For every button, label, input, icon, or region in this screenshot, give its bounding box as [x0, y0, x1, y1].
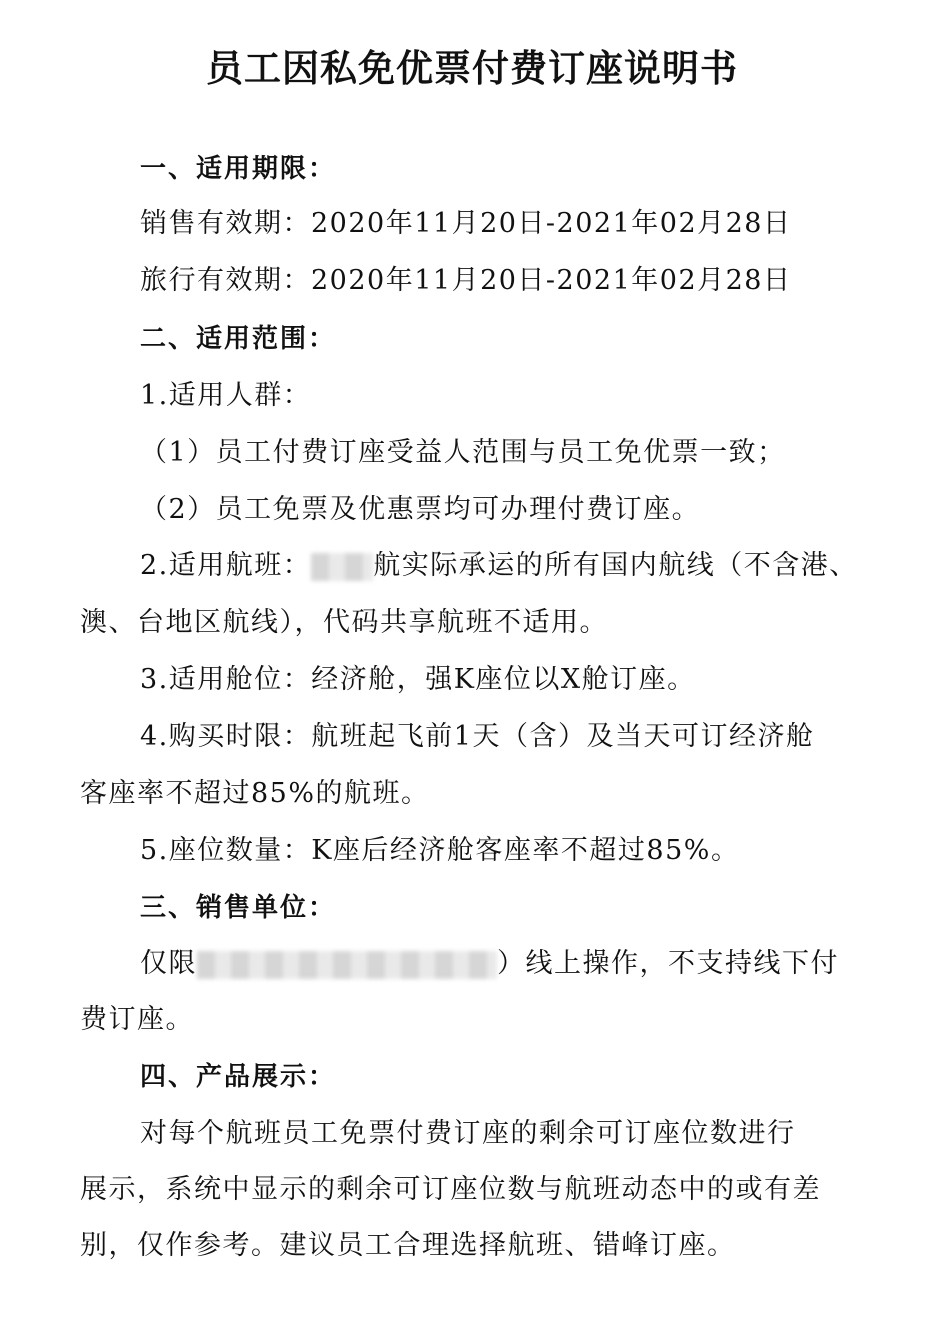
sales-period-line: 销售有效期：2020年11月20日-2021年02月28日 [140, 208, 792, 239]
scope-item-4-continued: 客座率不超过85%的航班。 [80, 778, 430, 809]
product-display-line-3: 别，仅作参考。建议员工合理选择航班、错峰订座。 [80, 1230, 736, 1261]
product-display-line-1: 对每个航班员工免票付费订座的剩余可订座位数进行 [140, 1118, 796, 1149]
travel-period-line: 旅行有效期：2020年11月20日-2021年02月28日 [140, 265, 792, 296]
sales-unit-line [140, 947, 839, 981]
section-heading-sales-unit: 三、销售单位： [140, 893, 337, 923]
scope-item-3: 3.适用舱位：经济舱，强K座位以X舱订座。 [140, 664, 696, 695]
redacted-sales-channel [197, 951, 497, 979]
sales-unit-prefix: 仅限 [140, 948, 197, 979]
scope-item-1: 1.适用人群： [140, 380, 312, 411]
scope-item-2-continued: 澳、台地区航线），代码共享航班不适用。 [80, 607, 608, 638]
redacted-airline-name [311, 553, 373, 581]
section-heading-scope: 二、适用范围： [140, 324, 337, 354]
scope-item-2 [140, 549, 858, 583]
sales-unit-continued: 费订座。 [80, 1004, 194, 1035]
sales-unit-rest: ）线上操作，不支持线下付 [497, 948, 839, 979]
scope-item-2-prefix: 2.适用航班： [140, 550, 312, 581]
scope-item-1-sub-2: （2）员工免票及优惠票均可办理付费订座。 [140, 494, 701, 525]
scope-item-2-rest: 航实际承运的所有国内航线（不含港、 [373, 550, 858, 581]
section-heading-product-display: 四、产品展示： [140, 1062, 337, 1092]
product-display-line-2: 展示，系统中显示的剩余可订座位数与航班动态中的或有差 [80, 1174, 821, 1205]
scope-item-4: 4.购买时限：航班起飞前1天（含）及当天可订经济舱 [140, 721, 815, 752]
scope-item-5: 5.座位数量：K座后经济舱客座率不超过85%。 [140, 835, 740, 866]
section-heading-validity: 一、适用期限： [140, 154, 337, 184]
scope-item-1-sub-1: （1）员工付费订座受益人范围与员工免优票一致； [140, 437, 786, 468]
document-title: 员工因私免优票付费订座说明书 [206, 47, 738, 90]
